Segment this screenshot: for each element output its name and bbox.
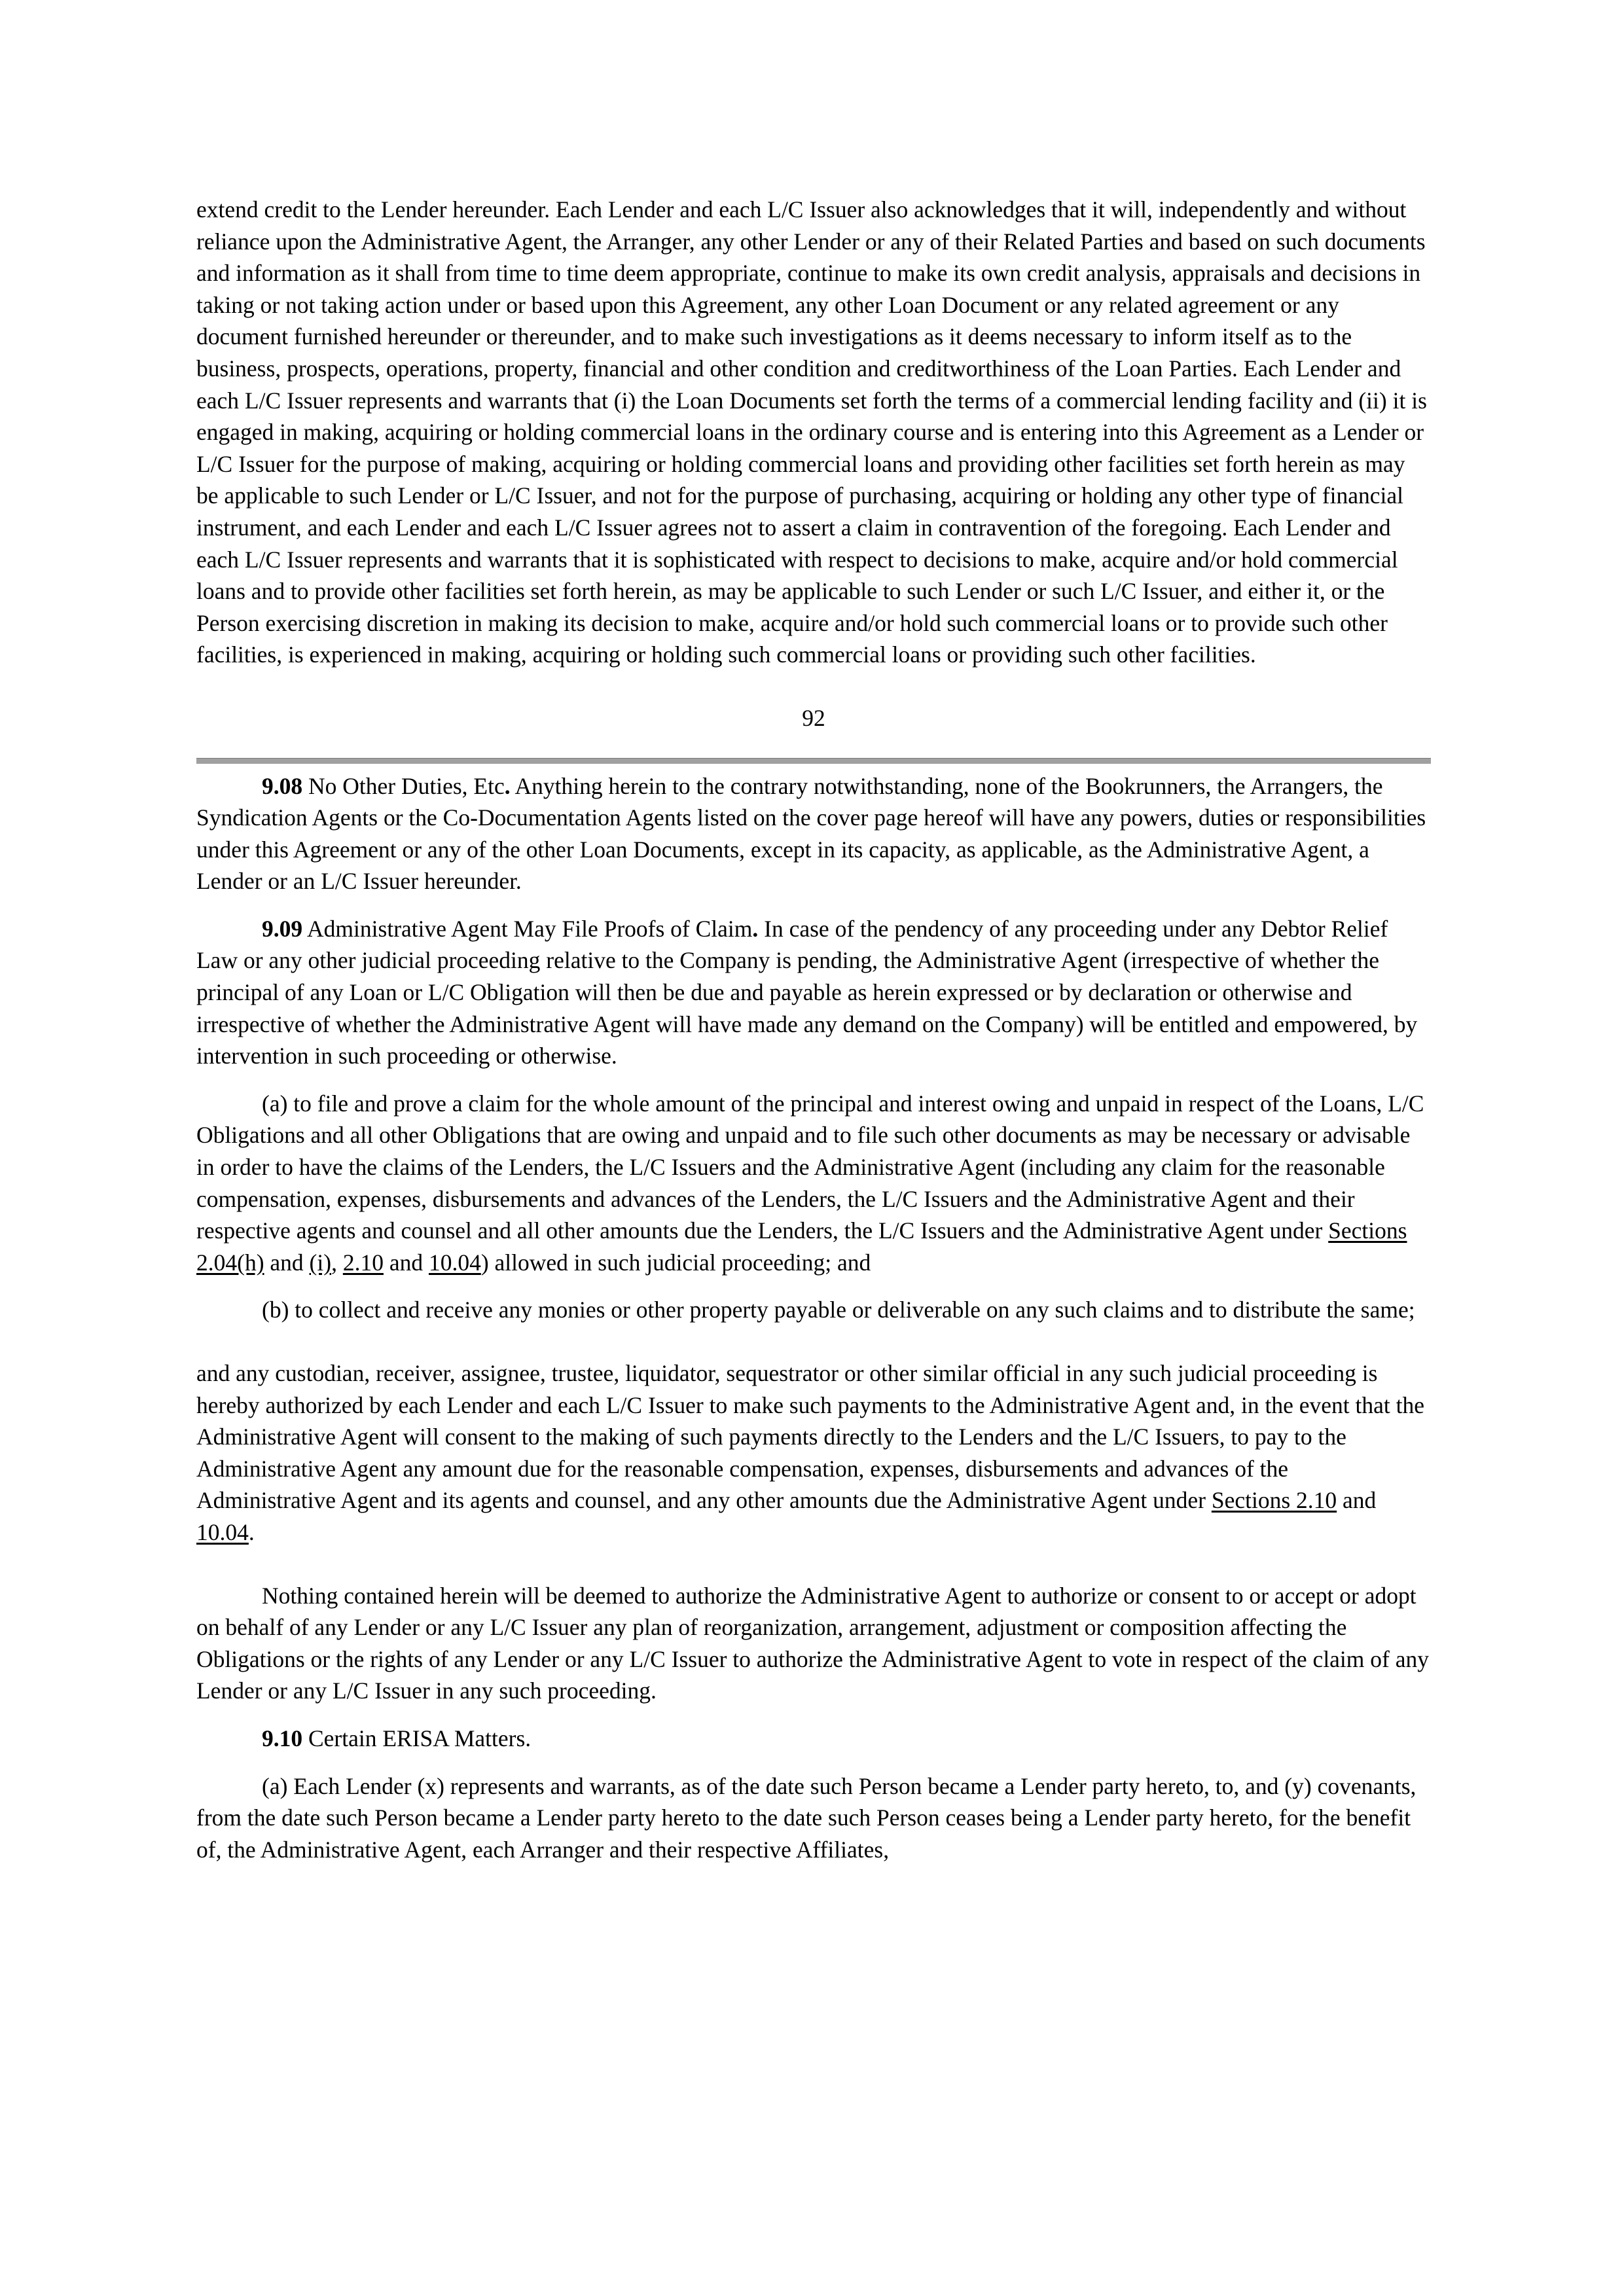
custodian-paragraph [196, 1357, 1431, 1549]
connector-text: , [331, 1249, 343, 1276]
section-9-08-paragraph [196, 770, 1431, 897]
section-9-08-number: 9.08 [262, 772, 303, 799]
section-9-09-number: 9.09 [262, 915, 303, 942]
section-9-08-heading: No Other Duties, Etc [308, 772, 505, 799]
section-9-09-body: In case of the pendency of any proceeding under any Debtor Relief Law or any other judicial proceeding relative to the Company is pending, the Administrative Agent (irrespective of whether the principal of any Loan or L/C Obligation will then be due and payable as herein expressed or by declaration or otherwise and irrespective of whether the Administrative Agent will have made any demand on the Company) will be entitled and empowered, by intervention in such proceeding or otherwise. [196, 915, 1418, 1069]
section-reference-link[interactable]: Sections 2.10 [1211, 1487, 1337, 1514]
section-9-09-heading: Administrative Agent May File Proofs of Claim [307, 915, 753, 942]
section-reference-link[interactable]: 10.04 [428, 1249, 481, 1276]
section-reference-link[interactable]: (i) [309, 1249, 332, 1276]
clause-a-text: (a) to file and prove a claim for the whole amount of the principal and interest owing and unpaid in respect of the Loans, L/C Obligations and all other Obligations that are owing and unpaid and to file such other documents as may be necessary or advisable in order to have the claims of the Lenders, the L/C Issuers and the Administrative Agent (including any claim for the reasonable compensation, expenses, disbursements and advances of the Lenders, the L/C Issuers and the Administrative Agent and their respective agents and counsel and all other amounts due the Lenders, the L/C Issuers and the Administrative Agent under [196, 1090, 1424, 1244]
section-reference-link[interactable]: 10.04 [196, 1518, 249, 1545]
clause-a-tail: ) allowed in such judicial proceeding; and [480, 1249, 871, 1276]
section-9-08-heading-period: . [504, 772, 511, 799]
page-break-divider [196, 758, 1431, 764]
document-page [196, 194, 1431, 1865]
section-9-09-paragraph [196, 913, 1431, 1072]
section-9-10-heading: Certain ERISA Matters. [308, 1725, 532, 1751]
section-9-08-body: Anything herein to the contrary notwithstanding, none of the Bookrunners, the Arrangers, the Syndication Agents or the Co-Documentation Agents listed on the cover page hereof will have any powers, duties or responsibilities under this Agreement or any of the other Loan Documents, except in its capacity, as applicable, as the Administrative Agent, a Lender or an L/C Issuer hereunder. [196, 772, 1426, 895]
clause-a-paragraph [196, 1088, 1431, 1279]
connector-text: and [1337, 1487, 1377, 1514]
section-reference-link[interactable]: Sections 2.04(h) [196, 1217, 1407, 1276]
nothing-contained-paragraph: Nothing contained herein will be deemed to authorize the Administrative Agent to authorize or consent to or accept or adopt on behalf of any Lender or any L/C Issuer any plan of reorganization, arrangement, adjustment or composition affecting the Obligations or the rights of any Lender or any L/C Issuer to authorize the Administrative Agent to vote in respect of the claim of any Lender or any L/C Issuer in any such proceeding. [196, 1582, 1429, 1704]
connector-text: and [383, 1249, 429, 1276]
sentence-end: . [248, 1518, 255, 1545]
section-9-09-heading-period: . [752, 915, 759, 942]
page-number: 92 [802, 704, 825, 731]
custodian-text: and any custodian, receiver, assignee, trustee, liquidator, sequestrator or other similar official in any such judicial proceeding is hereby authorized by each Lender and each L/C Issuer to make such payments to the Administrative Agent and, in the event that the Administrative Agent will consent to the making of such payments directly to the Lenders and the L/C Issuers, to pay to the Administrative Agent any amount due for the reasonable compensation, expenses, disbursements and advances of the Administrative Agent and its agents and counsel, and any other amounts due the Administrative Agent under [196, 1360, 1424, 1514]
clause-b-paragraph: (b) to collect and receive any monies or other property payable or deliverable on any such claims and to distribute the same; [262, 1297, 1415, 1323]
connector-text: and [264, 1249, 310, 1276]
section-9-10-number: 9.10 [262, 1725, 303, 1751]
section-9-10-clause-a: (a) Each Lender (x) represents and warrants, as of the date such Person became a Lender party hereto, to, and (y) covenants, from the date such Person became a Lender party hereto to the date such Person ceases being a Lender party hereto, for the benefit of, the Administrative Agent, each Arranger and their respective Affiliates, [196, 1772, 1416, 1863]
section-9-10-heading-paragraph [196, 1723, 1431, 1755]
section-reference-link[interactable]: 2.10 [342, 1249, 384, 1276]
continuation-paragraph: extend credit to the Lender hereunder. Each Lender and each L/C Issuer also acknowledges that it will, independently and without reliance upon the Administrative Agent, the Arranger, any other Lender or any of their Related Parties and based on such documents and information as it shall from time to time deem appropriate, continue to make its own credit analysis, appraisals and decisions in taking or not taking action under or based upon this Agreement, any other Loan Document or any related agreement or any document furnished hereunder or thereunder, and to make such investigations as it deems necessary to inform itself as to the business, prospects, operations, property, financial and other condition and creditworthiness of the Loan Parties. Each Lender and each L/C Issuer represents and warrants that (i) the Loan Documents set forth the terms of a commercial lending facility and (ii) it is engaged in making, acquiring or holding commercial loans in the ordinary course and is entering into this Agreement as a Lender or L/C Issuer for the purpose of making, acquiring or holding commercial loans and providing other facilities set forth herein as may be applicable to such Lender or L/C Issuer, and not for the purpose of purchasing, acquiring or holding any other type of financial instrument, and each Lender and each L/C Issuer agrees not to assert a claim in contravention of the foregoing. Each Lender and each L/C Issuer represents and warrants that it is sophisticated with respect to decisions to make, acquire and/or hold commercial loans and to provide other facilities set forth herein, as may be applicable to such Lender or such L/C Issuer, and either it, or the Person exercising discretion in making its decision to make, acquire and/or hold such commercial loans or to provide such other facilities, is experienced in making, acquiring or holding such commercial loans or providing such other facilities. [196, 196, 1427, 668]
